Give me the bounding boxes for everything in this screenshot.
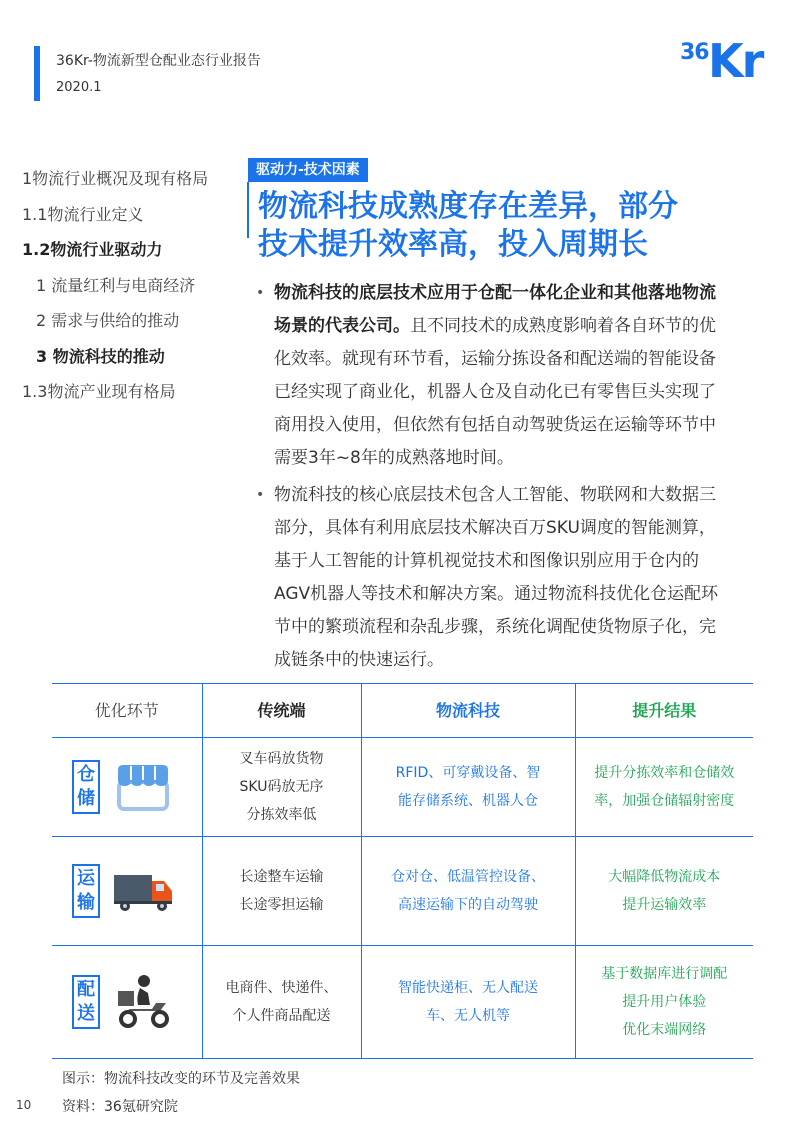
cell-line: 能存储系统、机器人仓 bbox=[398, 793, 538, 809]
headline bbox=[258, 188, 678, 264]
stage-label bbox=[72, 760, 100, 814]
cell-line: 提升运输效率 bbox=[622, 897, 707, 913]
cell-line: 长途零担运输 bbox=[239, 897, 324, 913]
cell-line: SKU码放无序 bbox=[239, 779, 324, 795]
cell-line: 仓对仓、低温管控设备、 bbox=[391, 869, 545, 885]
cell-line: 大幅降低物流成本 bbox=[608, 869, 721, 885]
toc-subitem[interactable]: 2 需求与供给的推动 bbox=[36, 311, 180, 330]
cell-line: 分拣效率低 bbox=[246, 807, 317, 823]
toc-item[interactable]: 1物流行业概况及现有格局 bbox=[22, 169, 209, 188]
toc-item[interactable]: 1.1物流行业定义 bbox=[22, 204, 144, 224]
toc-subitem[interactable]: 1 流量红利与电商经济 bbox=[36, 275, 196, 295]
stage-char: 输 bbox=[77, 892, 95, 913]
cell-line: 电商件、快递件、 bbox=[225, 980, 338, 996]
stage-char: 储 bbox=[77, 788, 95, 809]
toc-subitem-current[interactable]: 3 物流科技的推动 bbox=[36, 346, 165, 366]
header-cell: 物流科技 bbox=[361, 684, 575, 738]
cell-line: 长途整车运输 bbox=[239, 869, 324, 885]
figure-caption: 图示：物流科技改变的环节及完善效果 bbox=[62, 1071, 300, 1087]
36kr-logo bbox=[670, 36, 770, 96]
cell-line: 车、无人机等 bbox=[426, 1008, 510, 1024]
stage-label bbox=[72, 975, 100, 1029]
report-title: 36Kr-物流新型仓配业态行业报告 bbox=[56, 53, 261, 69]
bullet-icon: • bbox=[256, 285, 265, 301]
table-row bbox=[52, 738, 753, 837]
cell-line: 率，加强仓储辐射密度 bbox=[594, 793, 735, 809]
traditional-cell bbox=[202, 837, 361, 946]
figure-source: 资料：36氪研究院 bbox=[62, 1099, 178, 1115]
result-cell bbox=[575, 946, 753, 1059]
tech-cell bbox=[361, 738, 575, 837]
headline-line-2: 技术提升效率高，投入周期长 bbox=[258, 227, 648, 262]
tech-cell bbox=[361, 837, 575, 946]
stage-label bbox=[72, 864, 100, 918]
cell-line: 优化末端网络 bbox=[622, 1022, 707, 1038]
headline-accent-line bbox=[247, 182, 249, 238]
store-icon bbox=[112, 762, 174, 812]
result-cell bbox=[575, 837, 753, 946]
cell-line: 高速运输下的自动驾驶 bbox=[398, 897, 538, 913]
cell-line: RFID、可穿戴设备、智 bbox=[395, 765, 541, 781]
cell-line: 智能快递柜、无人配送 bbox=[398, 980, 538, 996]
header-cell: 提升结果 bbox=[575, 684, 753, 738]
page-number: 10 bbox=[16, 1098, 32, 1112]
table-row bbox=[52, 946, 753, 1059]
paragraph-text: 物流科技的核心底层技术包含人工智能、物联网和大数据三部分，具体有利用底层技术解决百万SKU调度的智能测算，基于人工智能的计算机视觉技术和图像识别应用于仓内的AGV机器人等技术和解决方案。通过物流科技优化仓运配环节中的繁琐流程和杂乱步骤，系统化调配使货物原子化，完成链条中的快速运行。 bbox=[274, 485, 719, 670]
result-cell bbox=[575, 738, 753, 837]
stage-cell bbox=[52, 738, 202, 837]
toc-item-current-chapter[interactable]: 1.2物流行业驱动力 bbox=[22, 240, 163, 259]
bullet-paragraph bbox=[256, 277, 732, 475]
header-cell: 传统端 bbox=[202, 684, 361, 738]
table-of-contents bbox=[22, 168, 252, 417]
cell-line: 基于数据库进行调配 bbox=[601, 966, 728, 982]
cell-line: 叉车码放货物 bbox=[239, 751, 324, 767]
stage-cell bbox=[52, 837, 202, 946]
bullet-icon: • bbox=[256, 487, 265, 503]
body-text bbox=[256, 277, 732, 681]
scooter-icon bbox=[112, 973, 174, 1031]
header-cell: 优化环节 bbox=[52, 684, 202, 738]
paragraph-text: 且不同技术的成熟度影响着各自环节的优化效率。就现有环节看，运输分拣设备和配送端的智能设备已经实现了商业化，机器人仓及自动化已有零售巨头实现了商用投入使用，但依然有包括自动驾驶货运在运输等环节中需要3年~8年的成熟落地时间。 bbox=[274, 316, 716, 468]
comparison-table bbox=[52, 683, 753, 1059]
paragraph-bold-lead: 物流科技的底层技术应用于仓配一体化企业和其他落地物流场景的代表公司。 bbox=[274, 283, 716, 336]
traditional-cell bbox=[202, 738, 361, 837]
header-accent-bar bbox=[34, 46, 40, 101]
cell-line: 提升分拣效率和仓储效 bbox=[594, 765, 735, 781]
toc-item[interactable]: 1.3物流产业现有格局 bbox=[22, 382, 176, 401]
tech-cell bbox=[361, 946, 575, 1059]
section-tag: 驱动力-技术因素 bbox=[248, 158, 368, 182]
headline-line-1: 物流科技成熟度存在差异，部分 bbox=[258, 189, 678, 224]
cell-line: 提升用户体验 bbox=[622, 994, 707, 1010]
stage-cell bbox=[52, 946, 202, 1059]
cell-line: 个人件商品配送 bbox=[232, 1008, 331, 1024]
table-header-row bbox=[52, 684, 753, 738]
truck-icon bbox=[112, 869, 174, 913]
stage-char: 送 bbox=[77, 1003, 95, 1024]
stage-char: 仓 bbox=[77, 764, 95, 785]
report-date: 2020.1 bbox=[56, 80, 102, 95]
logo-text: Kr bbox=[708, 34, 763, 88]
stage-char: 运 bbox=[77, 868, 95, 889]
logo-number: 36 bbox=[680, 40, 709, 65]
stage-char: 配 bbox=[77, 979, 95, 1000]
bullet-paragraph bbox=[256, 479, 732, 677]
table-row bbox=[52, 837, 753, 946]
traditional-cell bbox=[202, 946, 361, 1059]
